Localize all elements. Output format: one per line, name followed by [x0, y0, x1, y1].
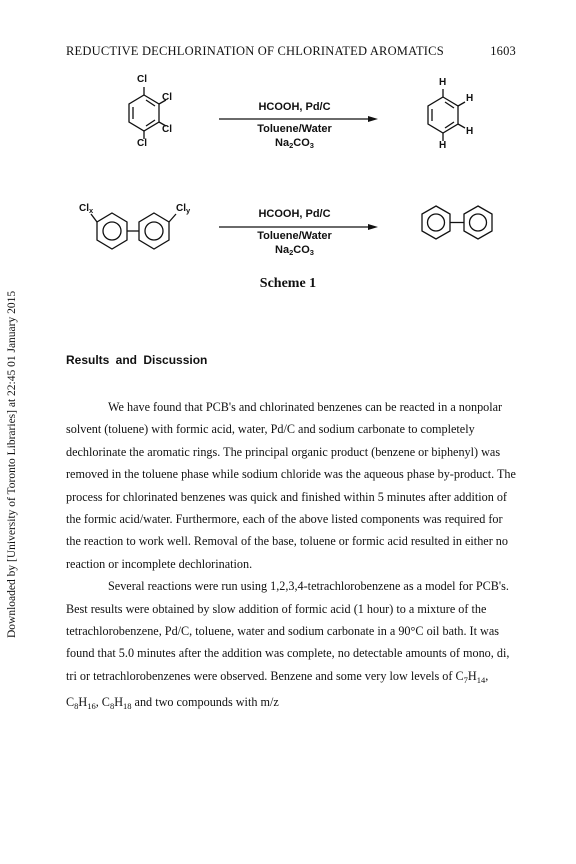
body-text	[66, 396, 518, 718]
paragraph: We have found that PCB's and chlorinated benzenes can be reacted in a nonpolar solvent (toluene) with formic acid, water, Pd/C and sodium carbonate to completely dechlorinate the aromatic rings. The principal organic product (benzene or biphenyl) was removed in the toluene phase while sodium chloride was the aqueous phase by-product. The process for chlorinated benzenes was quick and finished within 5 minutes after addition of the formic acid/water. Furthermore, each of the above listed components was required for the reaction to work well. Removal of the base, toluene or formic acid resulted in either no reaction or incomplete dechlorination.	[66, 400, 516, 571]
tetrachlorobenzene-structure	[129, 87, 166, 139]
pcb-structure	[91, 213, 176, 249]
scheme-label: Scheme 1	[259, 276, 317, 291]
atom-label: H	[439, 140, 447, 151]
page-number: 1603	[490, 44, 516, 58]
atom-label: H	[439, 77, 447, 88]
header-title: REDUCTIVE DECHLORINATION OF CHLORINATED AROMATICS	[66, 44, 444, 58]
reaction1-below-arrow: Toluene/Water	[257, 123, 332, 135]
atom-label: $Cl_y$	[176, 203, 191, 215]
reaction2-above-arrow: HCOOH, Pd/C	[258, 208, 331, 220]
atom-label: Cl	[162, 124, 172, 135]
formula-c7h14: $C_7H_{14}$	[455, 668, 486, 685]
formula-c8h16: $C_8H_{16}$	[66, 695, 96, 712]
reaction2-below-arrow: Toluene/Water	[257, 230, 332, 242]
atom-label: H	[466, 126, 474, 137]
atom-label: Cl	[162, 92, 172, 103]
formula-c8h18: $C_8H_{18}$	[101, 695, 132, 712]
paragraph: Several reactions were run using 1,2,3,4-tetrachlorobenzene as a model for PCB's. Best results were obtained by slow addition of formic acid (1 hour) to a mixture of the tetrachlorobenzene, Pd/C, toluene, water and sodium carbonate in a 90°C oil bath. It was found that 5.0 minutes after the addition was complete, no detectable amounts of mono, di, tri or tetrachlorobenzenes were observed. Benzene and some very low levels of $C_7H_{14}$, $C_8H_{16}$, $C_8H_{18}$ and two compounds with m/z	[66, 579, 510, 712]
atom-label: Cl	[137, 74, 147, 85]
benzene-structure	[428, 89, 465, 141]
reaction1-reagent: $Na_2CO_3$	[275, 137, 314, 150]
atom-label: Cl	[137, 138, 147, 149]
biphenyl-structure	[422, 206, 492, 239]
atom-label: $Cl_x$	[79, 203, 94, 215]
reaction-arrow-1	[219, 116, 378, 122]
download-notice-text: Downloaded by [University of Toronto Libraries] at 22:45 01 January 2015	[6, 290, 18, 638]
reaction2-reagent: $Na_2CO_3$	[275, 244, 314, 257]
reaction1-above-arrow: HCOOH, Pd/C	[258, 101, 331, 113]
atom-label: H	[466, 93, 474, 104]
section-heading: Results and Discussion	[66, 353, 208, 367]
